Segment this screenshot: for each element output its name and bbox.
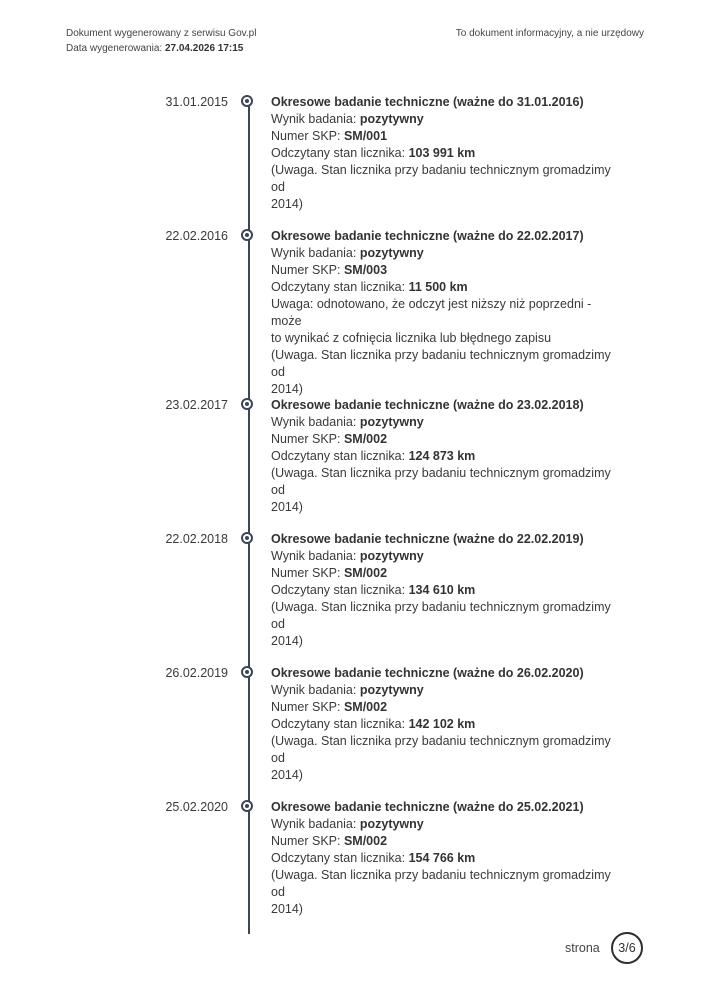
page-label: strona <box>565 941 600 955</box>
entry-date: 31.01.2015 <box>165 95 228 109</box>
skp-label: Numer SKP: <box>271 263 341 277</box>
entry-skp <box>271 565 621 582</box>
skp-value: SM/002 <box>343 432 388 446</box>
entry-content <box>271 531 621 650</box>
entry-result <box>271 816 621 833</box>
entry-odometer <box>271 448 621 465</box>
entry-result <box>271 245 621 262</box>
page-number-badge: 3/6 <box>611 932 643 964</box>
timeline-dot-icon <box>241 666 253 678</box>
entry-content <box>271 397 621 516</box>
entry-date: 25.02.2020 <box>165 800 228 814</box>
entry-note-line2: 2014) <box>271 382 303 396</box>
entry-title: Okresowe badanie techniczne (ważne do 25.02.2021) <box>271 800 584 814</box>
entry-title: Okresowe badanie techniczne (ważne do 22.02.2017) <box>271 229 584 243</box>
entry-content <box>271 94 621 213</box>
result-value: pozytywny <box>359 549 424 563</box>
entry-content <box>271 665 621 784</box>
entry-note-line1: (Uwaga. Stan licznika przy badaniu technicznym gromadzimy od <box>271 868 611 899</box>
result-value: pozytywny <box>359 112 424 126</box>
timeline-dot-icon <box>241 398 253 410</box>
entry-note-line1: (Uwaga. Stan licznika przy badaniu technicznym gromadzimy od <box>271 600 611 631</box>
generated-date-line <box>66 41 256 56</box>
odometer-label: Odczytany stan licznika: <box>271 851 406 865</box>
result-value: pozytywny <box>359 683 424 697</box>
skp-value: SM/002 <box>343 700 388 714</box>
disclaimer-text: To dokument informacyjny, a nie urzędowy <box>455 28 644 39</box>
result-label: Wynik badania: <box>271 683 357 697</box>
result-value: pozytywny <box>359 246 424 260</box>
entry-odometer <box>271 582 621 599</box>
odometer-value: 154 766 km <box>408 851 476 865</box>
result-label: Wynik badania: <box>271 415 357 429</box>
entry-odometer <box>271 850 621 867</box>
entry-result <box>271 414 621 431</box>
timeline-dot-icon <box>241 95 253 107</box>
timeline-dot-icon <box>241 229 253 241</box>
odometer-label: Odczytany stan licznika: <box>271 146 406 160</box>
entry-title: Okresowe badanie techniczne (ważne do 22.02.2019) <box>271 532 584 546</box>
document-header-left <box>66 26 256 56</box>
entry-note-line2: 2014) <box>271 768 303 782</box>
entry-result <box>271 111 621 128</box>
entry-skp <box>271 833 621 850</box>
entry-odometer <box>271 279 621 296</box>
entry-title: Okresowe badanie techniczne (ważne do 31.01.2016) <box>271 95 584 109</box>
entry-odometer <box>271 716 621 733</box>
result-label: Wynik badania: <box>271 246 357 260</box>
result-value: pozytywny <box>359 415 424 429</box>
generated-date-label: Data wygenerowania: <box>66 43 163 54</box>
entry-note-line2: 2014) <box>271 634 303 648</box>
skp-label: Numer SKP: <box>271 432 341 446</box>
odometer-label: Odczytany stan licznika: <box>271 449 406 463</box>
entry-content <box>271 228 621 398</box>
skp-value: SM/003 <box>343 263 388 277</box>
result-value: pozytywny <box>359 817 424 831</box>
entry-warning-line2: to wynikać z cofnięcia licznika lub błędnego zapisu <box>271 331 552 345</box>
entry-note-line2: 2014) <box>271 500 303 514</box>
skp-value: SM/002 <box>343 566 388 580</box>
result-label: Wynik badania: <box>271 112 357 126</box>
entry-note-line2: 2014) <box>271 902 303 916</box>
skp-label: Numer SKP: <box>271 129 341 143</box>
odometer-label: Odczytany stan licznika: <box>271 583 406 597</box>
skp-label: Numer SKP: <box>271 566 341 580</box>
entry-result <box>271 548 621 565</box>
odometer-value: 124 873 km <box>408 449 476 463</box>
odometer-label: Odczytany stan licznika: <box>271 280 406 294</box>
result-label: Wynik badania: <box>271 817 357 831</box>
entry-content <box>271 799 621 918</box>
entry-note-line2: 2014) <box>271 197 303 211</box>
entry-skp <box>271 431 621 448</box>
generated-date-value: 27.04.2026 17:15 <box>164 43 244 54</box>
entry-odometer <box>271 145 621 162</box>
entry-skp <box>271 262 621 279</box>
entry-title: Okresowe badanie techniczne (ważne do 23.02.2018) <box>271 398 584 412</box>
entry-note-line1: (Uwaga. Stan licznika przy badaniu technicznym gromadzimy od <box>271 163 611 194</box>
odometer-value: 11 500 km <box>408 280 468 294</box>
entry-skp <box>271 699 621 716</box>
odometer-value: 134 610 km <box>408 583 476 597</box>
skp-label: Numer SKP: <box>271 700 341 714</box>
entry-date: 23.02.2017 <box>165 398 228 412</box>
entry-date: 26.02.2019 <box>165 666 228 680</box>
entry-note-line1: (Uwaga. Stan licznika przy badaniu technicznym gromadzimy od <box>271 348 611 379</box>
skp-label: Numer SKP: <box>271 834 341 848</box>
entry-date: 22.02.2018 <box>165 532 228 546</box>
odometer-value: 142 102 km <box>408 717 476 731</box>
skp-value: SM/002 <box>343 834 388 848</box>
source-text: Dokument wygenerowany z serwisu Gov.pl <box>66 28 257 39</box>
entry-note-line1: (Uwaga. Stan licznika przy badaniu technicznym gromadzimy od <box>271 734 611 765</box>
timeline-dot-icon <box>241 800 253 812</box>
timeline-dot-icon <box>241 532 253 544</box>
entry-skp <box>271 128 621 145</box>
entry-date: 22.02.2016 <box>165 229 228 243</box>
odometer-label: Odczytany stan licznika: <box>271 717 406 731</box>
entry-warning-line1: Uwaga: odnotowano, że odczyt jest niższy niż poprzedni - może <box>271 297 592 328</box>
entry-result <box>271 682 621 699</box>
entry-title: Okresowe badanie techniczne (ważne do 26.02.2020) <box>271 666 584 680</box>
result-label: Wynik badania: <box>271 549 357 563</box>
entry-note-line1: (Uwaga. Stan licznika przy badaniu technicznym gromadzimy od <box>271 466 611 497</box>
odometer-value: 103 991 km <box>408 146 476 160</box>
skp-value: SM/001 <box>343 129 388 143</box>
